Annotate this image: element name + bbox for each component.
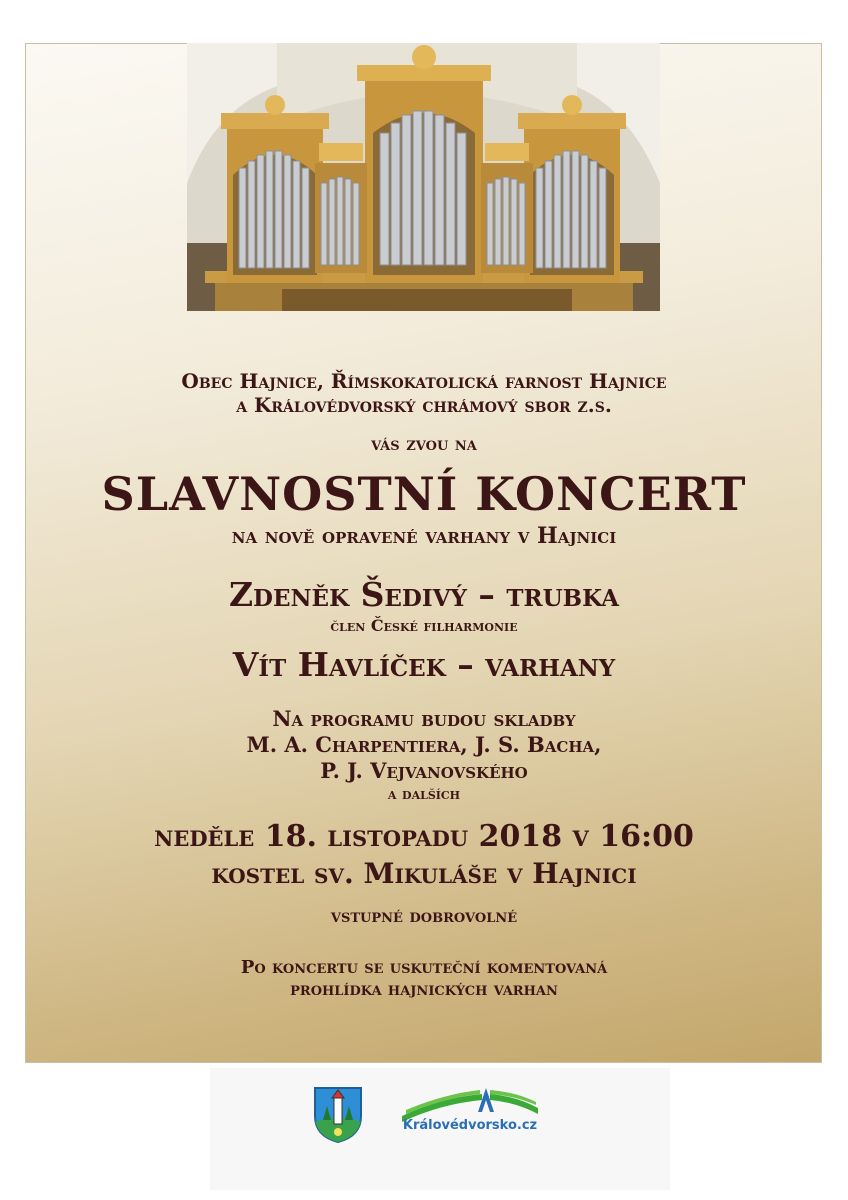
organizers-line2: a Královédvorský chrámový sbor z.s. [236, 393, 612, 417]
concert-date: neděle 18. listopadu 2018 v 16:00 [154, 819, 694, 854]
coat-of-arms-icon [313, 1086, 363, 1144]
program-line: Na programu budou skladby [272, 706, 576, 731]
invite-text: vás zvou na [371, 433, 477, 455]
admission-text: vstupné dobrovolné [330, 905, 518, 927]
organizers-line1: Obec Hajnice, Římskokatolická farnost Hajnice [181, 369, 667, 393]
program-line: P. J. Vejvanovského [320, 758, 528, 783]
after-concert-line: Po koncertu se uskuteční komentovaná [240, 957, 608, 978]
organ-photo [187, 43, 660, 311]
performer-trumpet: Zdeněk Šedivý – trubka [228, 575, 620, 614]
program-line: a dalších [387, 784, 461, 803]
after-concert-line: prohlídka hajnických varhan [290, 979, 558, 1000]
concert-venue: kostel sv. Mikuláše v Hajnici [211, 857, 637, 890]
concert-subtitle: na nově opravené varhany v Hajnici [231, 523, 617, 549]
performer-trumpet-role: člen České filharmonie [330, 616, 518, 635]
performer-organ: Vít Havlíček – varhany [232, 645, 616, 684]
concert-title: SLAVNOSTNÍ KONCERT [101, 467, 747, 521]
program-line: M. A. Charpentiera, J. S. Bacha, [246, 732, 602, 757]
kralovedvorsko-text: Královédvorsko.cz [402, 1118, 538, 1133]
